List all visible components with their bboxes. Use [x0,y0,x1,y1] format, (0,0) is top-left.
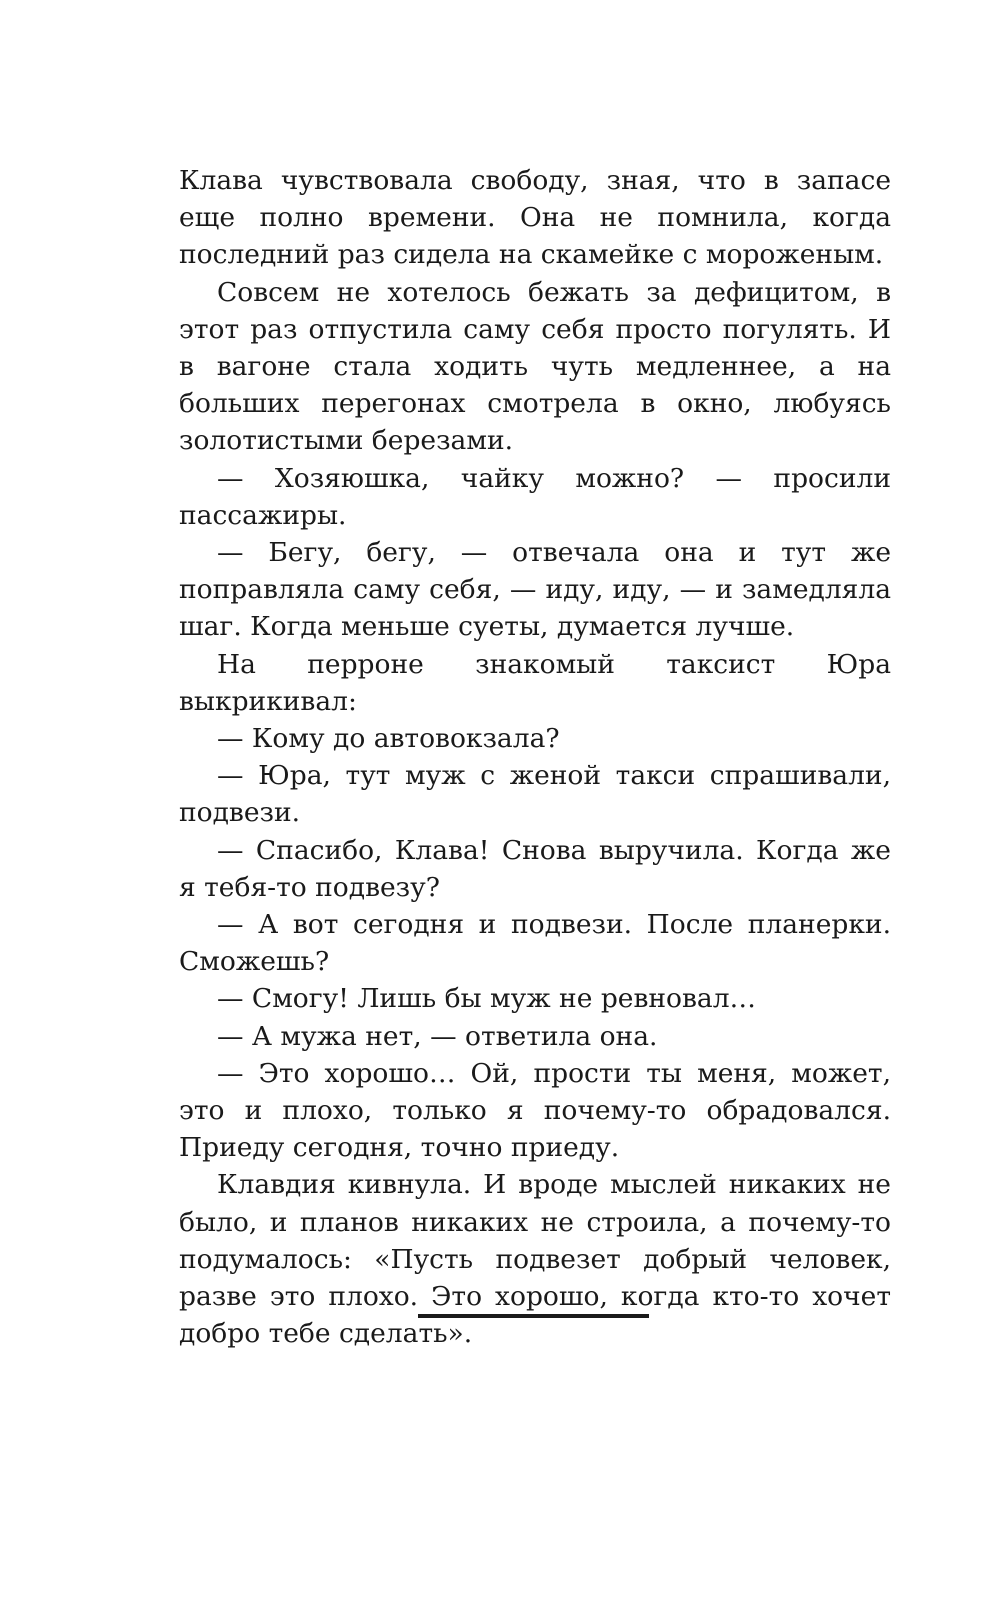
paragraph-3: На перроне знакомый таксист Юра выкрикивал: [179,648,891,717]
dialogue-line-3: — Кому до автовокзала? [217,723,560,755]
paragraph-2: Совсем не хотелось бежать за дефицитом, в этот раз отпустила саму себя просто погулять. И в вагоне стала ходить чуть медленнее, а на больших перегонах смотрела в окно, любуясь золотистыми березами. [179,276,891,457]
body-text [179,162,891,1353]
dialogue-line-7: — Смогу! Лишь бы муж не ревновал… [217,983,757,1015]
paragraph-4: Клавдия кивнула. И вроде мыслей никаких не было, и планов никаких не строила, а почему-то подумалось: «Пусть подвезет добрый человек, разве это плохо. Это хорошо, когда кто-то хочет добро тебе сделать». [179,1169,891,1350]
dialogue-line-1: — Хозяюшка, чайку можно? — просили пассажиры. [179,462,891,531]
dialogue-line-9: — Это хорошо… Ой, прости ты меня, может, это и плохо, только я почему-то обрадовался. Приеду сегодня, точно приеду. [179,1057,891,1164]
dialogue-line-4: — Юра, тут муж с женой такси спрашивали, подвези. [179,760,891,829]
paragraph-1: Клава чувствовала свободу, зная, что в запасе еще полно времени. Она не помнила, когда последний раз сидела на скамейке с мороженым. [179,165,891,271]
section-divider-rule [418,1314,649,1318]
dialogue-line-6: — А вот сегодня и подвези. После планерки. Сможешь? [179,909,891,978]
dialogue-line-5: — Спасибо, Клава! Снова выручила. Когда же я тебя-то подвезу? [179,834,891,903]
dialogue-line-2: — Бегу, бегу, — отвечала она и тут же поправляла саму себя, — иду, иду, — и замедляла шаг. Когда меньше суеты, думается лучше. [179,537,891,643]
dialogue-line-8: — А мужа нет, — ответила она. [217,1020,658,1052]
